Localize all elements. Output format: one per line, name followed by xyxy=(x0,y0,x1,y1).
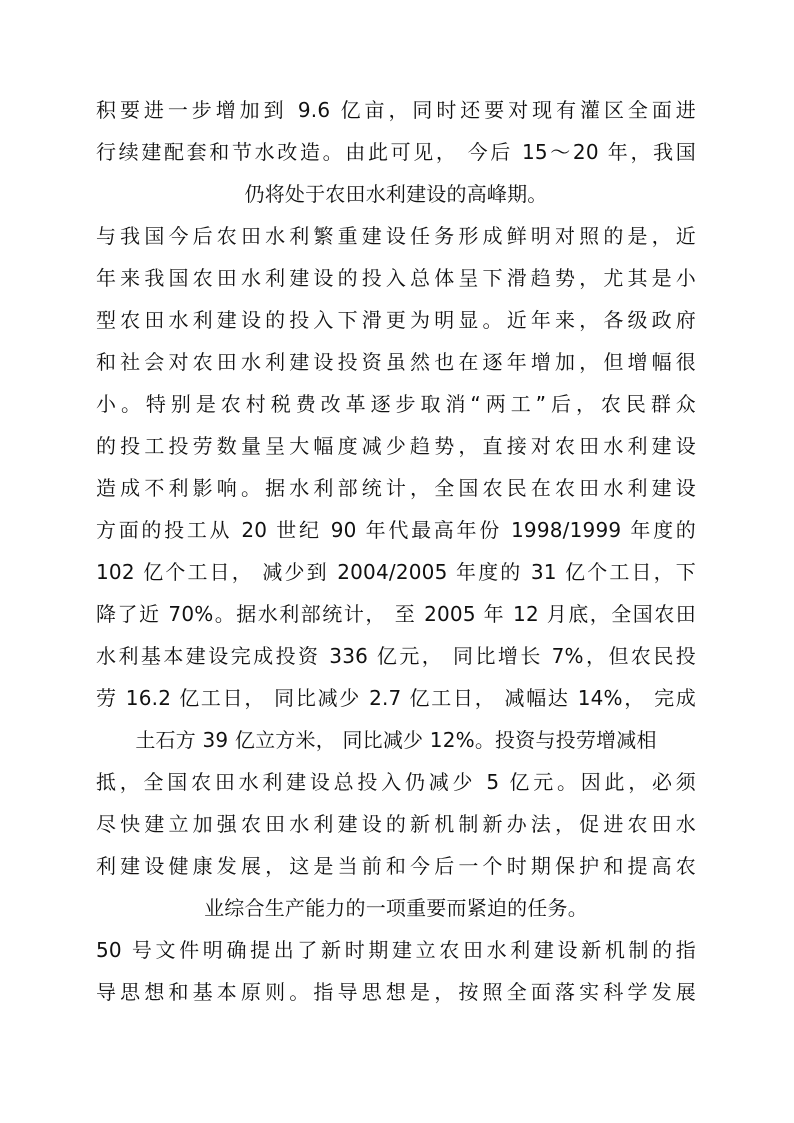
text-line: 方面的投工从 20 世纪 90 年代最高年份 1998/1999 年度的 xyxy=(96,518,696,542)
text-line: 降了近 70%。据水利部统计， 至 2005 年 12 月底，全国农田 xyxy=(96,602,696,626)
text-line: 型农田水利建设的投入下滑更为明显。近年来，各级政府 xyxy=(96,308,696,332)
text-line: 导思想和基本原则。指导思想是，按照全面落实科学发展 xyxy=(96,980,696,1004)
text-line: 利建设健康发展，这是当前和今后一个时期保护和提高农 xyxy=(96,854,696,878)
text-line: 尽快建立加强农田水利建设的新机制新办法，促进农田水 xyxy=(96,812,696,836)
text-line: 年来我国农田水利建设的投入总体呈下滑趋势，尤其是小 xyxy=(96,266,696,290)
text-line: 的投工投劳数量呈大幅度减少趋势，直接对农田水利建设 xyxy=(96,434,696,458)
text-line: 劳 16.2 亿工日， 同比减少 2.7 亿工日， 减幅达 14%， 完成 xyxy=(96,686,696,710)
text-line: 水利基本建设完成投资 336 亿元， 同比增长 7%，但农民投 xyxy=(96,644,696,668)
text-line: 50 号文件明确提出了新时期建立农田水利建设新机制的指 xyxy=(96,938,696,962)
text-line: 抵，全国农田水利建设总投入仍减少 5 亿元。因此，必须 xyxy=(96,770,696,794)
text-line: 土石方 39 亿立方米， 同比减少 12%。投资与投劳增减相 xyxy=(135,728,657,752)
text-line: 和社会对农田水利建设投资虽然也在逐年增加，但增幅很 xyxy=(96,350,696,374)
text-line: 与我国今后农田水利繁重建设任务形成鲜明对照的是，近 xyxy=(96,224,696,248)
text-line: 积要进一步增加到 9.6 亿亩，同时还要对现有灌区全面进 xyxy=(96,98,696,122)
text-line: 102 亿个工日， 减少到 2004/2005 年度的 31 亿个工日，下 xyxy=(96,560,696,584)
text-line: 造成不利影响。据水利部统计，全国农民在农田水利建设 xyxy=(96,476,696,500)
text-line: 业综合生产能力的一项重要而紧迫的任务。 xyxy=(204,896,588,920)
text-line: 小。特别是农村税费改革逐步取消“两工”后，农民群众 xyxy=(96,392,696,416)
text-line: 行续建配套和节水改造。由此可见， 今后 15～20 年，我国 xyxy=(96,140,696,164)
text-line: 仍将处于农田水利建设的高峰期。 xyxy=(244,182,548,206)
